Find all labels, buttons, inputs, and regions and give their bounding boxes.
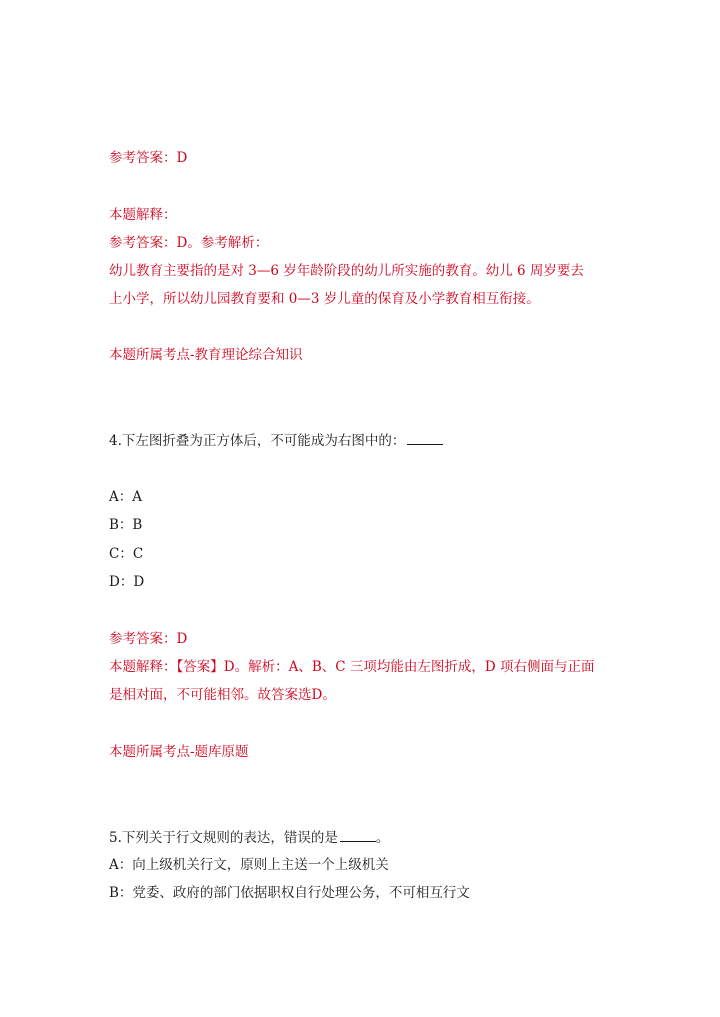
q4-option-a: A：A [109, 489, 142, 505]
q3-explanation-line-1: 幼儿教育主要指的是对 3—6 岁年龄阶段的幼儿所实施的教育。幼儿 6 周岁要去 [109, 263, 584, 279]
q4-topic: 本题所属考点-题库原题 [109, 744, 249, 760]
q4-option-b: B：B [109, 517, 143, 533]
answer-blank [340, 828, 376, 842]
q5-question [109, 828, 389, 847]
q5-option-b: B：党委、政府的部门依据职权自行处理公务，不可相互行文 [109, 885, 470, 901]
q4-explanation-line-2: 是相对面，不可能相邻。故答案选D。 [109, 687, 336, 703]
q3-explanation-line-2: 上小学，所以幼儿园教育要和 0—3 岁儿童的保育及小学教育相互衔接。 [109, 291, 540, 307]
q3-explanation-answer: 参考答案：D。参考解析： [109, 235, 269, 251]
q3-answer: 参考答案：D [109, 150, 188, 166]
q3-explanation-heading: 本题解释： [109, 207, 177, 223]
q4-option-c: C：C [109, 546, 144, 562]
q5-question-text: 5.下列关于行文规则的表达，错误的是 [109, 830, 338, 846]
q4-option-d: D：D [109, 574, 145, 590]
q4-question-text: 4.下左图折叠为正方体后，不可能成为右图中的： [109, 433, 406, 449]
answer-blank [407, 431, 443, 445]
q4-explanation-line-1: 本题解释：【答案】D。解析：A、B、C 三项均能由左图折成，D 项右侧面与正面 [109, 659, 595, 675]
q4-answer: 参考答案：D [109, 631, 188, 647]
q5-option-a: A：向上级机关行文，原则上主送一个上级机关 [109, 857, 389, 873]
q3-topic: 本题所属考点-教育理论综合知识 [109, 347, 303, 363]
q4-question [109, 431, 443, 450]
q5-question-end: 。 [375, 830, 390, 846]
